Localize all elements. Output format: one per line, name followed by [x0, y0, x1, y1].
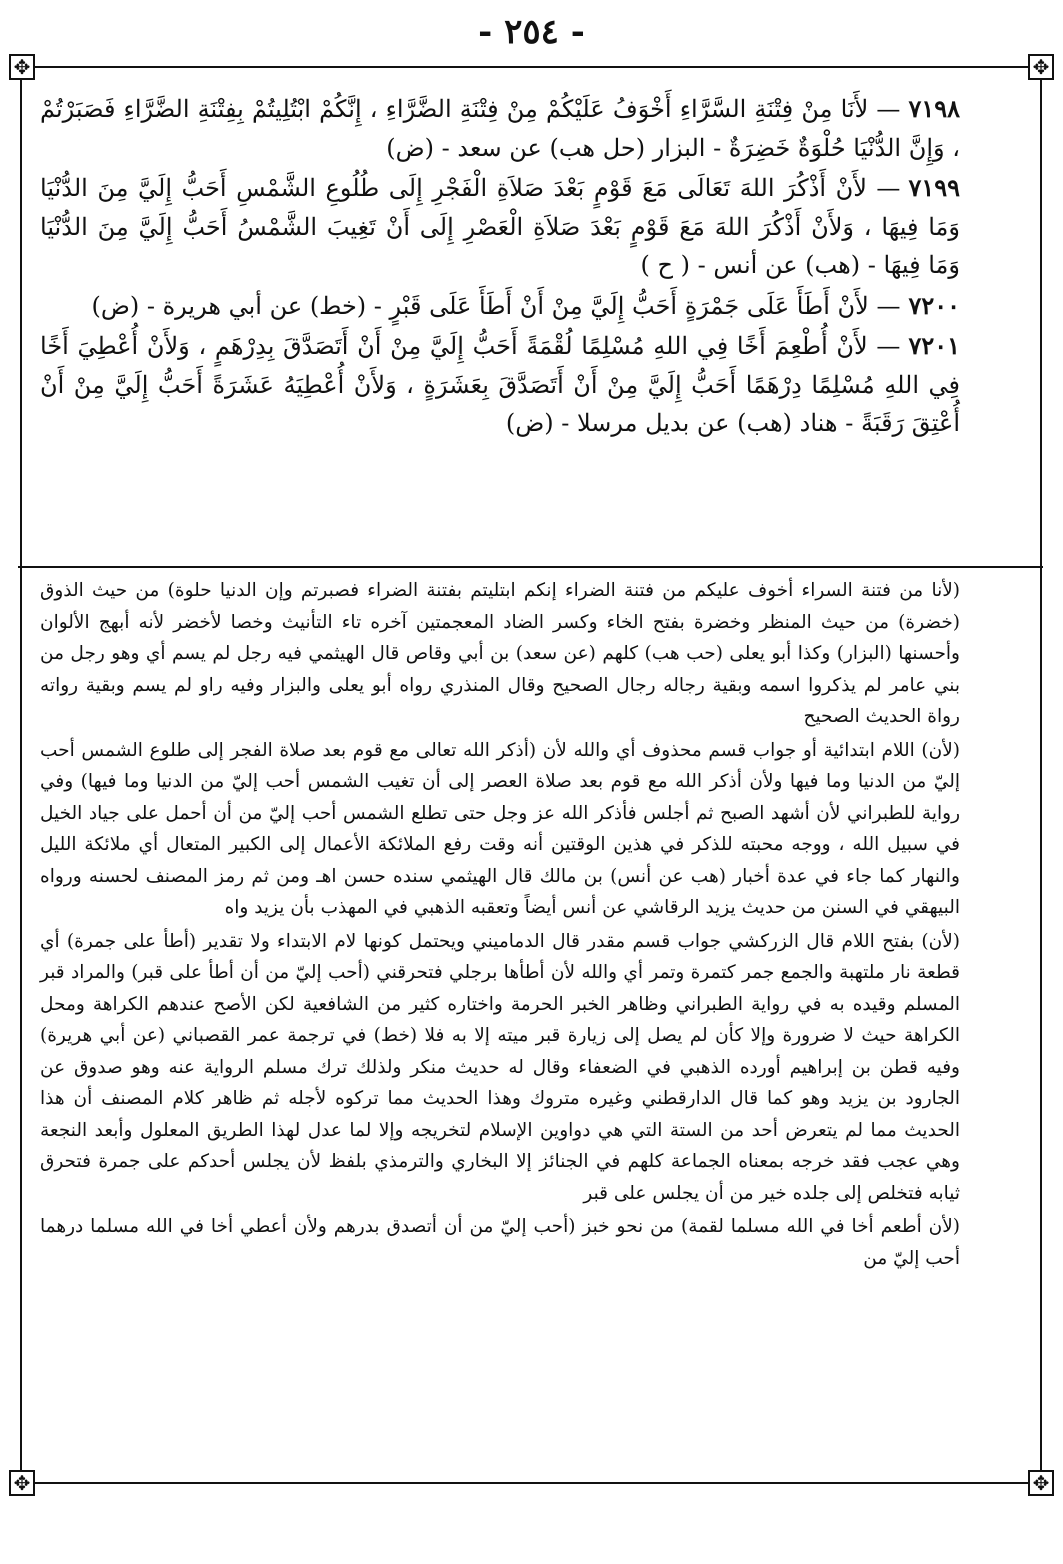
- hadith-text: — لأَنْ أُطْعِمَ أَخًا فِي اللهِ مُسْلِمًا لُقْمَةً أَحَبُّ إِلَيَّ مِنْ أَنْ أَتَصَدَّقَ بِدِرْهَمٍ ، وَلأَنْ أُعْطِيَ أَخًا فِي اللهِ مُسْلِمًا دِرْهَمًا أَحَبُّ إِلَيَّ مِنْ أَنْ أَتَصَدَّقَ بِعَشَرَةٍ ، وَلأَنْ أُعْطِيَهُ عَشَرَةً أَحَبُّ إِلَيَّ مِنْ أَنْ أُعْتِقَ رَقَبَةً: [40, 332, 960, 437]
- frame-top-border: [32, 66, 1032, 68]
- hadith-text: — لأَنْ أَذْكُرَ اللهَ تَعَالَى مَعَ قَوْمٍ بَعْدَ صَلاَةِ الْفَجْرِ إِلَى طُلُوعِ الشَّمْسِ أَحَبُّ إِلَيَّ مِنَ الدُّنْيَا وَمَا فِيهَا ، وَلأَنْ أَذْكُرَ اللهَ مَعَ قَوْمٍ بَعْدَ صَلاَةِ الْعَصْرِ إِلَى أَنْ تَغِيبَ الشَّمْسُ أَحَبُّ إِلَيَّ مِنَ الدُّنْيَا وَمَا فِيهَا: [40, 174, 960, 279]
- hadith-text: — لأَنْ أَطَأَ عَلَى جَمْرَةٍ أَحَبُّ إِلَيَّ مِنْ أَنْ أَطَأَ عَلَى قَبْرٍ: [389, 291, 901, 320]
- hadith-entry: [40, 169, 960, 285]
- corner-ornament-icon: ✥: [9, 1470, 35, 1496]
- hadith-source: - (هب) عن أنس - ( ح ): [640, 251, 876, 279]
- corner-ornament-icon: ✥: [9, 54, 35, 80]
- hadith-text: — لأَنَا مِنْ فِتْنَةِ السَّرَّاءِ أَخْوَفُ عَلَيْكُمْ مِنْ فِتْنَةِ الضَّرَّاءِ ، إِنَّكُمْ ابْتُلِيتُمْ بِفِتْنَةِ الضَّرَّاءِ فَصَبَرْتُمْ ، وَإِنَّ الدُّنْيَا حُلْوَةٌ خَضِرَةٌ: [40, 95, 960, 162]
- page-number: - ٢٥٤ -: [478, 12, 585, 52]
- corner-ornament-icon: ✥: [1028, 1470, 1054, 1496]
- hadith-source: - (خط) عن أبي هريرة - (ض): [91, 291, 382, 320]
- commentary-paragraph: (لأن) اللام ابتدائية أو جواب قسم محذوف أي والله لأن (أذكر الله تعالى مع قوم بعد صلاة الفجر إلى طلوع الشمس أحب إليّ من الدنيا وما فيها ولأن أذكر الله مع قوم بعد صلاة العصر إلى أن تغيب الشمس أحب إليّ من الدنيا وما فيها) وفي رواية للطبراني لأن أشهد الصبح ثم أجلس فأذكر الله عز وجل حتى تطلع الشمس أحب إليّ من أن أحمل على جياد الخيل في سبيل الله ، ووجه محبته للذكر في هذين الوقتين أنه وقت رفع الملائكة الأعمال إلى الكبير المتعال أي ملائكة الليل والنهار كما جاء في عدة أخبار (هب عن أنس) بن مالك قال الهيثمي سنده حسن اهـ ومن ثم رمز المصنف لحسنه ورواه البيهقي في السنن من حديث يزيد الرقاشي عن أنس أيضاً وتعقبه الذهبي في المهذب بأن يزيد واه: [40, 739, 960, 918]
- hadith-number: ٧٢٠٠: [908, 290, 960, 320]
- commentary-paragraph: (لأنا من فتنة السراء أخوف عليكم من فتنة الضراء إنكم ابتليتم بفتنة الضراء فصبرتم وإن الدنيا حلوة) من حيث الذوق (خضرة) من حيث المنظر وخضرة بفتح الخاء وكسر الضاد المعجمتين آخره تاء التأنيث وخصا لأخضر لأنه أبهج الألوان وأحسنها (البزار) وكذا أبو يعلى (حب هب) كلهم (عن سعد) بن أبي وقاص قال الهيثمي فيه رجل لم يسم أي وهو رجل من بني عامر لم يذكروا اسمه وبقية رجاله رجال الصحيح وقال المنذري رواه أبو يعلى والبزار وفيه راو لم يسم وبقية رواته رواة الحديث الصحيح: [40, 580, 961, 727]
- hadith-number: ٧٢٠١: [908, 331, 960, 360]
- frame-left-border: [20, 74, 22, 1476]
- hadith-entry: [40, 327, 960, 443]
- hadith-number: ٧١٩٩: [908, 173, 960, 202]
- hadith-entry: [40, 90, 960, 167]
- hadith-source: - البزار (حل هب) عن سعد - (ض): [386, 133, 722, 162]
- section-divider: [18, 566, 1043, 568]
- commentary-paragraph: (لأن) بفتح اللام قال الزركشي جواب قسم مقدر قال الدماميني ويحتمل كونها لام الابتداء ولا تقدير (أطأ على جمرة) أي قطعة نار ملتهبة والجمع جمر كتمرة وتمر أي والله لأن أطأها برجلي فتحرقني (أحب إليّ من أن أطأ على قبر) والمراد قبر المسلم وقيده به في رواية الطبراني وظاهر الخبر الحرمة واختاره كثير من الشافعية لكن الأصح عندهم الكراهة ومحل الكراهة حيث لا ضرورة وإلا كأن لم يصل إلى زيارة قبر ميته إلا به فلا (خط) في ترجمة عمر القصباني (عن أبي هريرة) وفيه قطن بن إبراهيم أورده الذهبي في الضعفاء وقال له حديث منكر ولذلك ترك مسلم الرواية عنه وهو صدوق عن الجارود بن يزيد وهو كما قال الدارقطني وغيره متروك وهذا الحديث مما تركوه لأجله ثم ظاهر كلام المصنف أن هذا الحديث مما لم يتعرض أحد من الستة التي هي دواوين الإسلام لتخريجه وإلا لما عدل لهذا الطريق المعلول وأبعد النجعة وهي عجب فقد خرجه بمعناه الجماعة كلهم في الجنائز إلا البخاري والترمذي بلفظ لأن يجلس أحدكم على جمرة فتحرق ثيابه فتخلص إلى جلده خير من أن يجلس على قبر: [40, 930, 960, 1204]
- hadith-entry: [40, 287, 960, 326]
- corner-ornament-icon: ✥: [1028, 54, 1054, 80]
- hadith-number: ٧١٩٨: [908, 94, 960, 123]
- commentary-section: [40, 575, 960, 1276]
- commentary-paragraph: (لأن أطعم أخا في الله مسلما لقمة) من نحو خبز (أحب إليّ من أن أتصدق بدرهم ولأن أعطي أخا في الله مسلما درهما أحب إليّ من: [40, 1216, 960, 1269]
- hadith-source: - هناد (هب) عن بديل مرسلا - (ض): [505, 409, 854, 437]
- hadith-section: [40, 90, 960, 445]
- frame-bottom-border: [32, 1482, 1032, 1484]
- frame-right-border: [1040, 74, 1042, 1476]
